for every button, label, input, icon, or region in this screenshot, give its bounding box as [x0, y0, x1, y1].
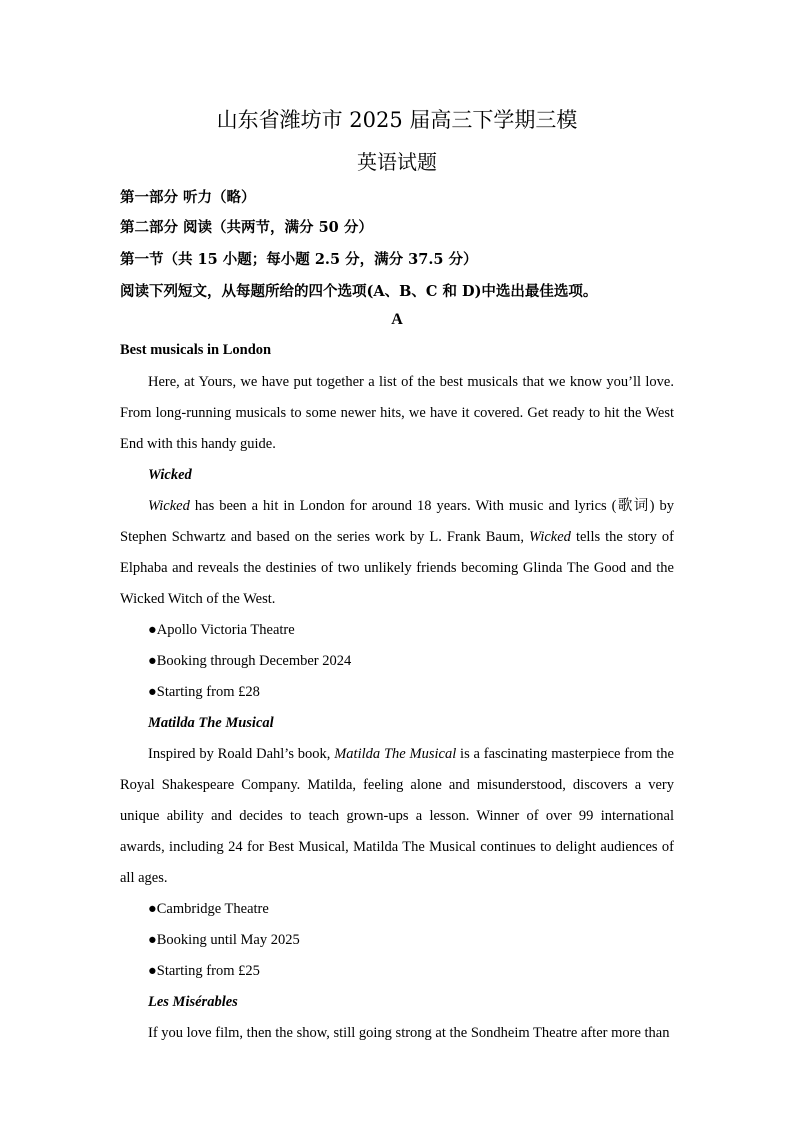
wicked-text-1: has been a hit in London for around 18 years. With music and lyrics (歌词) by Stephen Schwartz and based on the series work by L. Frank Baum, [120, 498, 674, 545]
wicked-booking: ●Booking through December 2024 [148, 653, 352, 669]
part2-heading: 第二部分 阅读（共两节，满分 50 分） [120, 219, 373, 236]
wicked-title-inline-2: Wicked [529, 529, 571, 545]
matilda-title-inline: Matilda The Musical [334, 746, 457, 762]
wicked-price: ●Starting from £28 [148, 684, 260, 700]
wicked-paragraph [120, 491, 674, 615]
intro-paragraph: Here, at Yours, we have put together a list of the best musicals that we know you’ll love. From long-running musicals to some newer hits, we have it covered. Get ready to hit the West End with this handy guide. [120, 374, 674, 452]
exam-subject: 英语试题 [357, 150, 437, 174]
wicked-heading: Wicked [148, 467, 192, 483]
section1-heading: 第一节（共 15 小题；每小题 2.5 分，满分 37.5 分） [120, 251, 478, 268]
les-mis-heading: Les Misérables [148, 994, 238, 1010]
matilda-text-2: is a fascinating masterpiece from the Royal Shakespeare Company. Matilda, feeling alone and misunderstood, discovers a very unique ability and decides to teach grown-ups a lesson. Winner of over 99 international awards, including 24 for Best Musical, Matilda The Musical continues to delight audiences of all ages. [120, 746, 674, 886]
passage-label: A [391, 311, 403, 328]
exam-title: 山东省潍坊市 2025 届高三下学期三模 [216, 108, 578, 132]
matilda-venue: ●Cambridge Theatre [148, 901, 269, 917]
directive-text: 阅读下列短文，从每题所给的四个选项(A、B、C 和 D)中选出最佳选项。 [120, 283, 598, 300]
matilda-text-1: Inspired by Roald Dahl’s book, [148, 746, 335, 762]
passage-body [120, 367, 674, 1049]
matilda-price: ●Starting from £25 [148, 963, 260, 979]
wicked-venue: ●Apollo Victoria Theatre [148, 622, 295, 638]
wicked-title-inline: Wicked [148, 498, 190, 514]
matilda-paragraph [120, 739, 674, 894]
matilda-booking: ●Booking until May 2025 [148, 932, 300, 948]
part1-heading: 第一部分 听力（略） [120, 189, 256, 206]
wicked-text-2: tells the story of Elphaba and reveals the destinies of two unlikely friends becoming Glinda The Good and the Wicked Witch of the West. [120, 529, 674, 607]
passage-title: Best musicals in London [120, 342, 272, 358]
les-mis-paragraph: If you love film, then the show, still going strong at the Sondheim Theatre after more than [148, 1025, 670, 1041]
matilda-heading: Matilda The Musical [148, 715, 274, 731]
